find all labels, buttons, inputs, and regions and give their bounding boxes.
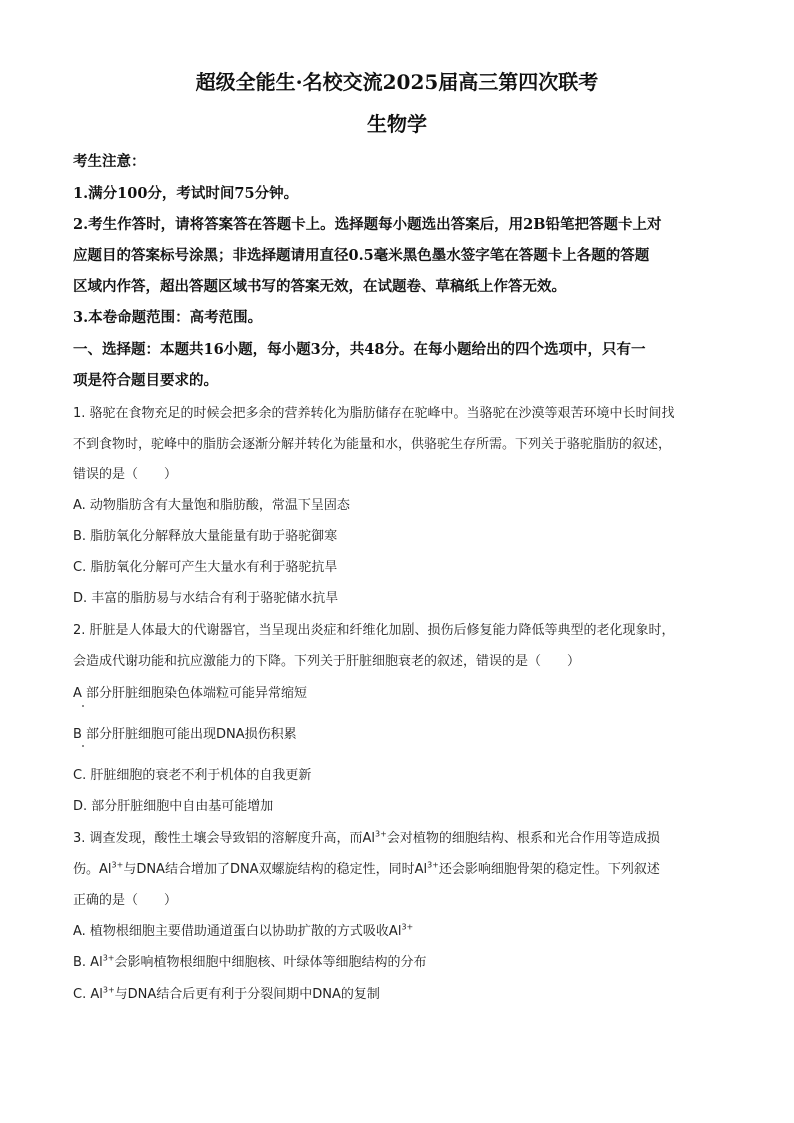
- ion-charge: 3+: [111, 860, 124, 870]
- ion-charge: 3+: [401, 922, 414, 932]
- q2-option-d: D. 部分肝脏细胞中自由基可能增加: [73, 799, 274, 814]
- q3-line-1: 3. 调查发现，酸性土壤会导致铝的溶解度升高，而$Al^{3+}$会对植物的细胞结构、根系和光合作用等造成损: [73, 829, 660, 846]
- q1-line-1: 1. 骆驼在食物充足的时候会把多余的营养转化为脂肪储存在驼峰中。当骆驼在沙漠等艰苦环境中长时间找: [73, 406, 675, 421]
- scan-mark: [82, 705, 84, 707]
- ion-charge: 3+: [375, 829, 387, 839]
- q1-option-b: B. 脂肪氧化分解释放大量能量有助于骆驼御寒: [73, 529, 338, 544]
- notice-item-2-line-2: 应题目的答案标号涂黑；非选择题请用直径0.5毫米黑色墨水签字笔在答题卡上各题的答题: [73, 247, 650, 264]
- notice-item-2-line-3: 区域内作答，超出答题区域书写的答案无效，在试题卷、草稿纸上作答无效。: [73, 278, 566, 295]
- section-1-line-1: 一、选择题：本题共16小题，每小题3分，共48分。在每小题给出的四个选项中，只有一: [73, 341, 646, 358]
- q3-line-3: 正确的是（ ）: [73, 893, 178, 908]
- exam-title: 超级全能生·名校交流2025届高三第四次联考: [195, 70, 599, 94]
- q1-option-d: D. 丰富的脂肪易与水结合有利于骆驼储水抗旱: [73, 591, 339, 606]
- q3-line-2: 伤。$Al^{3+}$与DNA结合增加了DNA双螺旋结构的稳定性，同时$Al^{3+}$还会影响细胞骨架的稳定性。下列叙述: [73, 860, 660, 877]
- q1-line-3: 错误的是（ ）: [73, 467, 178, 482]
- q1-line-2: 不到食物时，驼峰中的脂肪会逐渐分解并转化为能量和水，供骆驼生存所需。下列关于骆驼脂肪的叙述，: [73, 437, 672, 452]
- notice-item-2-line-1: 2.考生作答时，请将答案答在答题卡上。选择题每小题选出答案后，用2B铅笔把答题卡上对: [73, 216, 662, 233]
- notice-heading: 考生注意：: [73, 153, 146, 170]
- q2-line-1: 2. 肝脏是人体最大的代谢器官，当呈现出炎症和纤维化加剧、损伤后修复能力降低等典型的老化现象时，: [73, 623, 675, 638]
- q3-option-c: C. $Al^{3+}$与DNA结合后更有利于分裂间期中DNA的复制: [73, 985, 380, 1002]
- notice-item-1: 1.满分100分，考试时间75分钟。: [73, 185, 299, 202]
- ion-charge: 3+: [102, 985, 115, 995]
- subject-title: 生物学: [367, 112, 427, 136]
- q2-option-c: C. 肝脏细胞的衰老不利于机体的自我更新: [73, 768, 312, 783]
- q2-option-a: A 部分肝脏细胞染色体端粒可能异常缩短: [73, 686, 308, 701]
- q2-line-2: 会造成代谢功能和抗应激能力的下降。下列关于肝脏细胞衰老的叙述，错误的是（ ）: [73, 654, 581, 669]
- q3-option-a: A. 植物根细胞主要借助通道蛋白以协助扩散的方式吸收$Al^{3+}$: [73, 922, 414, 939]
- ion-charge: 3+: [427, 860, 439, 870]
- section-1-line-2: 项是符合题目要求的。: [73, 372, 218, 389]
- q1-option-a: A. 动物脂肪含有大量饱和脂肪酸，常温下呈固态: [73, 498, 350, 513]
- scan-mark: [82, 745, 84, 747]
- notice-item-3: 3.本卷命题范围：高考范围。: [73, 309, 263, 326]
- q1-option-c: C. 脂肪氧化分解可产生大量水有利于骆驼抗旱: [73, 560, 338, 575]
- ion-charge: 3+: [102, 953, 115, 963]
- q3-option-b: B. $Al^{3+}$会影响植物根细胞中细胞核、叶绿体等细胞结构的分布: [73, 953, 427, 970]
- q2-option-b: B 部分肝脏细胞可能出现DNA损伤积累: [73, 727, 297, 742]
